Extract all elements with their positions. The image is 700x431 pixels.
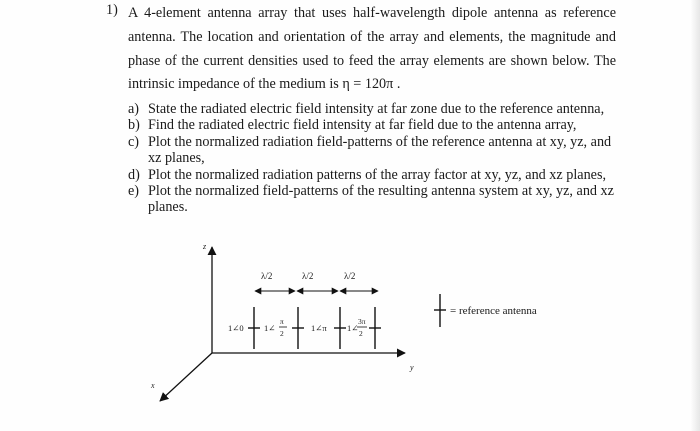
element-feed-mag: 1∠ [264,323,276,333]
array-element-2 [264,307,304,349]
y-axis-label: y [410,363,414,372]
part-label: d) [128,166,140,183]
question-number: 1) [106,2,118,18]
array-element-1 [228,307,260,349]
intro-line: A 4-element antenna array that uses half-wavelength dipole antenna as reference [128,5,616,21]
element-feed-mag: 1∠ [347,323,359,333]
part-text: State the radiated electric field intensity at far zone due to the reference antenna, [148,101,605,117]
part-text: Plot the normalized field-patterns of the resulting antenna system at xy, yz, and xz planes. [148,183,614,216]
part-label: a) [128,101,140,117]
element-feed-phase-den: 2 [359,329,363,338]
part-label: e) [128,183,140,200]
spacing-label-2: λ/2 [302,271,314,281]
part-text: Plot the normalized radiation field-patterns of the reference antenna at xy, yz, and xz planes, [148,133,612,167]
z-axis-label: z [203,242,207,251]
legend [434,294,537,327]
element-feed-mag: 1∠0 [228,323,244,333]
spacing-label-3: λ/2 [344,271,356,281]
intro-line: phase of the current densities used to feed the array elements are shown below. The [128,52,616,69]
element-feed-phase-den: 2 [280,329,284,338]
x-axis-label: x [151,381,155,390]
spacing-label-1: λ/2 [261,271,273,281]
part-text: Find the radiated electric field intensity at far field due to the antenna array, [148,117,577,134]
element-feed-phase-num: 3π [358,317,366,326]
array-element-3 [311,307,346,349]
element-feed-phase-num: π [280,317,284,326]
part-text: Plot the normalized radiation patterns of the array factor at xy, yz, and xz planes, [148,166,607,183]
part-label: c) [128,133,140,150]
intro-line: intrinsic impedance of the medium is η = 120π . [128,76,401,93]
x-axis [160,353,212,401]
part-label: b) [128,117,140,134]
intro-line: antenna. The location and orientation of the array and elements, the magnitude and [128,28,616,45]
array-element-4 [347,307,381,349]
element-feed-mag: 1∠π [311,323,327,333]
legend-text: = reference antenna [450,305,537,317]
